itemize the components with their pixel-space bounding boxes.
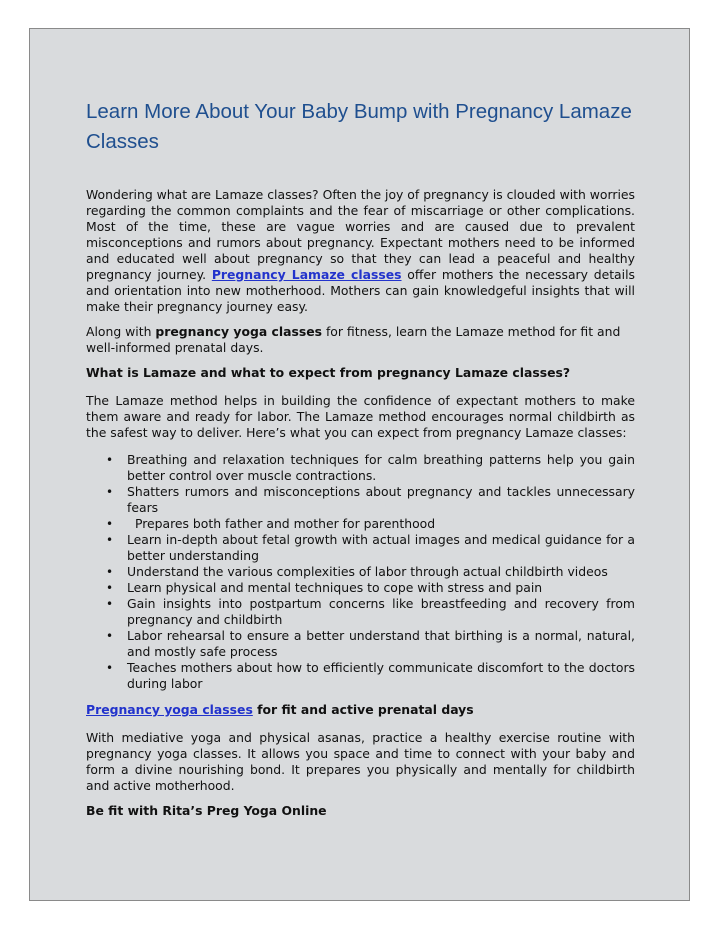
yoga-heading-rest: for fit and active prenatal days bbox=[252, 702, 474, 717]
list-item-text: Gain insights into postpartum concerns like breastfeeding and recovery from pregnancy and childbirth bbox=[127, 596, 635, 627]
intro-paragraph bbox=[86, 187, 635, 315]
yoga-text-end: for fitness, learn the Lamaze method for fit and well-informed prenatal days. bbox=[86, 324, 621, 355]
list-item-text: Prepares both father and mother for parenthood bbox=[131, 516, 436, 531]
list-item bbox=[106, 660, 635, 692]
list-item bbox=[106, 564, 635, 580]
list-item-text: Shatters rumors and misconceptions about pregnancy and tackles unnecessary fears bbox=[127, 484, 635, 515]
pregnancy-yoga-classes-bold: pregnancy yoga classes bbox=[155, 324, 322, 339]
bullet-icon: • bbox=[106, 661, 114, 675]
pregnancy-yoga-classes-link[interactable]: Pregnancy yoga classes bbox=[86, 702, 253, 717]
list-item bbox=[106, 596, 635, 628]
list-item-text: Breathing and relaxation techniques for calm breathing patterns help you gain better control over muscle contractions. bbox=[127, 452, 635, 483]
list-item-text: Labor rehearsal to ensure a better understand that birthing is a normal, natural, and mostly safe process bbox=[127, 628, 635, 659]
list-item bbox=[106, 452, 635, 484]
list-item bbox=[106, 484, 635, 516]
list-item-text: Teaches mothers about how to efficiently communicate discomfort to the doctors during labor bbox=[127, 660, 635, 691]
list-item-text: Learn physical and mental techniques to cope with stress and pain bbox=[127, 580, 543, 595]
page-title: Learn More About Your Baby Bump with Pregnancy Lamaze Classes bbox=[86, 100, 632, 153]
bullet-icon: • bbox=[106, 629, 114, 643]
yoga-text-start: Along with bbox=[86, 324, 156, 339]
intro-text-end: offer mothers the necessary details and orientation into new motherhood. Mothers can gain knowledgeful insights that will make their pregnancy journey easy. bbox=[86, 267, 635, 314]
list-item bbox=[106, 532, 635, 564]
bullet-icon: • bbox=[106, 533, 114, 547]
bullet-icon: • bbox=[106, 453, 114, 467]
lamaze-heading: What is Lamaze and what to expect from pregnancy Lamaze classes? bbox=[86, 365, 571, 380]
document-page bbox=[29, 28, 690, 901]
list-item-text: Learn in-depth about fetal growth with actual images and medical guidance for a better understanding bbox=[127, 532, 635, 563]
document-content bbox=[86, 97, 635, 831]
rita-yoga-heading: Be fit with Rita’s Preg Yoga Online bbox=[86, 803, 327, 818]
bullet-icon: • bbox=[106, 597, 114, 611]
list-item bbox=[106, 516, 635, 532]
bullet-icon: • bbox=[106, 581, 114, 595]
bullet-icon: • bbox=[106, 485, 114, 499]
bullet-icon: • bbox=[106, 517, 114, 531]
pregnancy-lamaze-classes-link[interactable]: Pregnancy Lamaze classes bbox=[211, 267, 402, 282]
intro-text-start: Wondering what are Lamaze classes? Often the joy of pregnancy is clouded with worries regarding the common complaints and the fear of miscarriage or other complications. Most of the time, these are vague worries and are caused due to prevalent misconceptions and rumors about pregnancy. Expectant mothers need to be informed and educated well about pregnancy so that they can lead a peaceful and healthy pregnancy journey. bbox=[86, 187, 635, 282]
yoga-heading bbox=[86, 702, 635, 718]
bullet-icon: • bbox=[106, 565, 114, 579]
list-item bbox=[106, 628, 635, 660]
list-item bbox=[106, 580, 635, 596]
list-item-text: Understand the various complexities of labor through actual childbirth videos bbox=[127, 564, 608, 579]
expectations-list bbox=[86, 452, 635, 692]
lamaze-paragraph: The Lamaze method helps in building the confidence of expectant mothers to make them aware and ready for labor. The Lamaze method encourages normal childbirth as the safest way to deliver. Here’s what you can expect from pregnancy Lamaze classes: bbox=[86, 393, 635, 440]
yoga-paragraph bbox=[86, 324, 635, 356]
yoga-detail-paragraph: With mediative yoga and physical asanas, practice a healthy exercise routine with pregnancy yoga classes. It allows you space and time to connect with your baby and form a divine nourishing bond. It prepares you physically and mentally for childbirth and active motherhood. bbox=[86, 730, 635, 793]
